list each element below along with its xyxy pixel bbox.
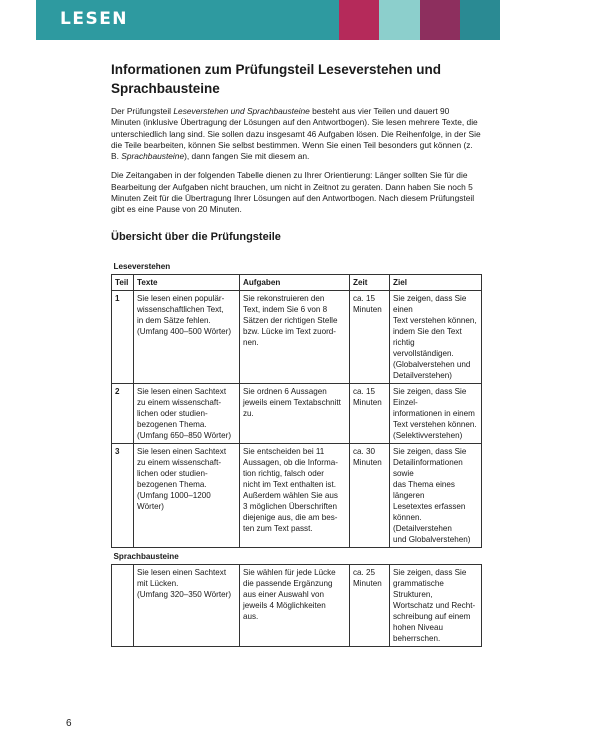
page-heading: Informationen zum Prüfungsteil Leseverstehen und Sprachbausteine xyxy=(111,62,442,96)
table-header-row xyxy=(112,274,482,290)
header-stripe-4 xyxy=(460,0,500,40)
header-aufgaben: Aufgaben xyxy=(240,274,350,290)
table-row: 1 Sie lesen einen populär- wissenschaftlichen Text, in dem Sätze fehlen. (Umfang 400–500 Wörter) Sie rekonstruieren den Text, indem Sie 6 von 8 Sätzen der richtigen Stelle bzw. Lücke im Text zuord- nen. ca. 15 Minuten Sie zeigen, dass Sie einen Text verstehen können, indem Sie den Text richtig vervollständigen. (Globalverstehen und Detailverstehen) xyxy=(112,290,482,383)
header-zeit: Zeit xyxy=(350,274,390,290)
table-row: 2 Sie lesen einen Sachtext zu einem wissenschaft- lichen oder studien- bezogenen Thema. (Umfang 650–850 Wörter) Sie ordnen 6 Aussagen jeweils einem Textabschnitt zu. ca. 15 Minuten Sie zeigen, dass Sie Einzel- informationen in einem Text verstehen können. (Selektivverstehen) xyxy=(112,383,482,443)
table-row: Sie lesen einen Sachtext mit Lücken. (Umfang 320–350 Wörter) Sie wählen für jede Lücke die passende Ergänzung aus einer Auswahl von jeweils 4 Möglichkeiten aus. ca. 25 Minuten Sie zeigen, dass Sie grammatische Strukturen, Wortschatz und Recht- schreibung auf einem hohen Niveau beherrschen. xyxy=(112,564,482,646)
header-texte: Texte xyxy=(134,274,240,290)
section-row-sprachbausteine: Sprachbausteine xyxy=(112,547,482,564)
section-title: LESEN xyxy=(60,9,129,29)
header-ziel: Ziel xyxy=(390,274,482,290)
header-stripe-3 xyxy=(420,0,460,40)
time-paragraph: Die Zeitangaben in der folgenden Tabelle dienen zu Ihrer Orientierung: Länger sollten Sie für die Bearbeitung der Aufgaben nicht brauchen, um nicht in Zeitnot zu geraten. Dann haben Sie noch 5 Minuten Zeit für die Übertragung Ihrer Lösungen auf den Antwortbogen. Nach diesem Prüfungsteil gibt es eine Pause von 20 Minuten. xyxy=(111,170,475,215)
main-content xyxy=(111,60,481,647)
overview-table xyxy=(111,258,482,647)
header-teil: Teil xyxy=(112,274,134,290)
page-number: 6 xyxy=(66,718,72,729)
header-stripe-1 xyxy=(339,0,379,40)
intro-paragraph: Der Prüfungsteil Leseverstehen und Sprachbausteine besteht aus vier Teilen und dauert 90 Minuten (inklusive Übertragung der Lösungen auf den Antwortbogen). Sie lesen mehrere Texte, die unterschiedlich lang sind. Sie sollen dazu insgesamt 46 Aufgaben lösen. Die Reihenfolge, in der Sie die Teile bearbeiten, können Sie selbst bestimmen. Wenn Sie einen Teil besonders gut können (z. B. Sprachbausteine), dann fangen Sie mit diesem an. xyxy=(111,106,481,162)
overview-heading: Übersicht über die Prüfungsteile xyxy=(111,230,281,243)
table-row: 3 Sie lesen einen Sachtext zu einem wissenschaft- lichen oder studien- bezogenen Thema. (Umfang 1000–1200 Wörter) Sie entscheiden bei 11 Aussagen, ob die Informa- tion richtig, falsch oder nicht im Text enthalten ist. Außerdem wählen Sie aus 3 möglichen Überschriften diejenige aus, die am bes- ten zum Text passt. ca. 30 Minuten Sie zeigen, dass Sie Detailinformationen sowie das Thema eines längeren Lesetextes erfassen können. (Detailverstehen und Globalverstehen) xyxy=(112,443,482,547)
header-stripe-2 xyxy=(379,0,420,40)
section-row-leseverstehen: Leseverstehen xyxy=(112,258,482,275)
